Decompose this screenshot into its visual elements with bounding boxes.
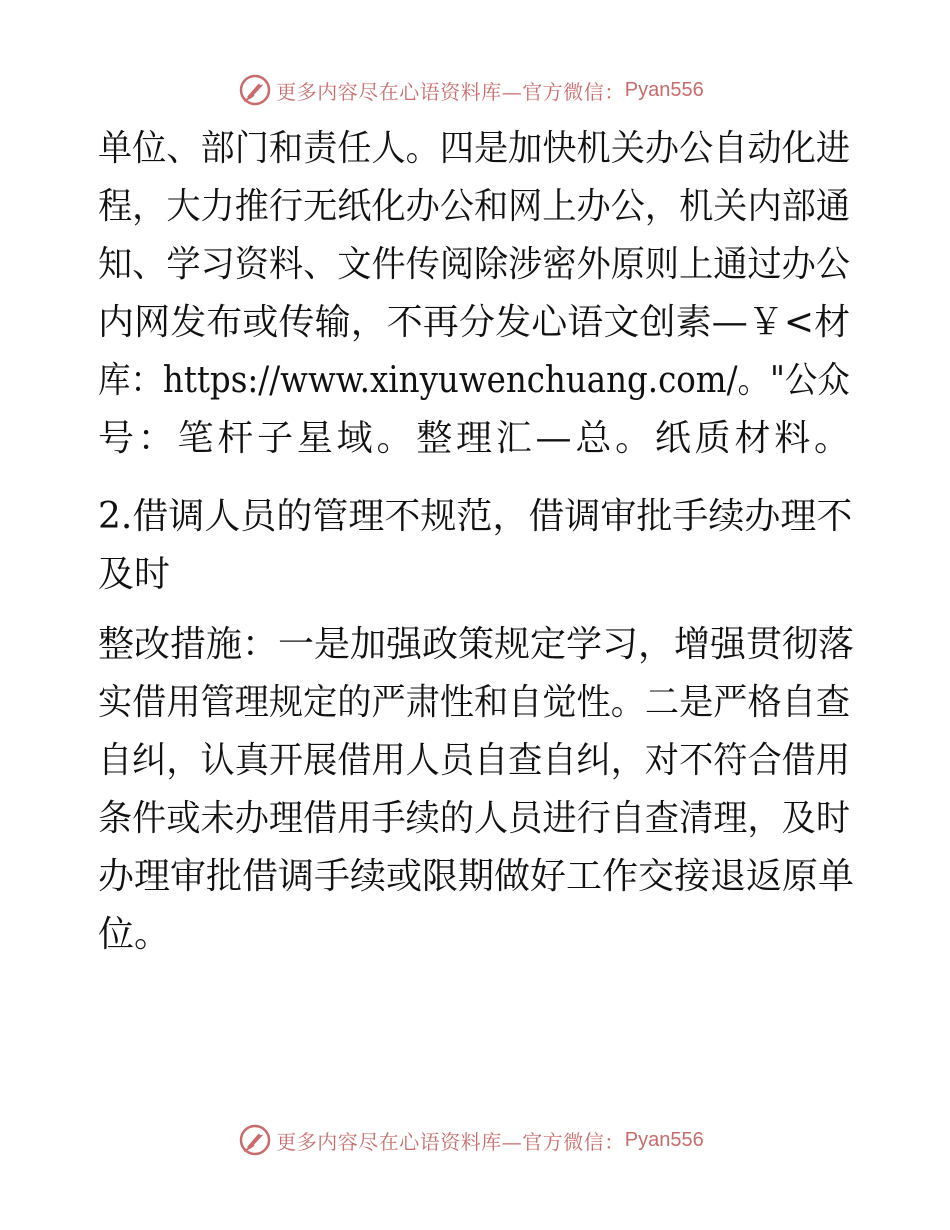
- header-text: 更多内容尽在心语资料库—官方微信：: [276, 79, 625, 104]
- paragraph1-line: 单位、部门和责任人。四是加快机关办公自动化进: [98, 128, 851, 169]
- page-footer-banner: [0, 1120, 950, 1160]
- footer-text: 更多内容尽在心语资料库—官方微信：: [276, 1129, 625, 1154]
- paragraph2-line: 实借用管理规定的严肃性和自觉性。二是严格自查: [98, 682, 851, 723]
- quill-pen-icon: [238, 1123, 272, 1157]
- paragraph2-line: 位。: [98, 914, 171, 955]
- footer-wechat-handle: Pyan556: [624, 1128, 704, 1151]
- paragraph2-line: 条件或未办理借用手续的人员进行自查清理，及时: [98, 798, 851, 839]
- paragraph2-line: 自纠，认真开展借用人员自查自纠，对不符合借用: [98, 740, 851, 781]
- paragraph1-line: 号：笔杆子星域。整理汇—总。纸质材料。: [98, 418, 854, 459]
- document-body: [98, 120, 858, 1020]
- quill-pen-icon: [238, 73, 272, 107]
- page-header-banner: [0, 70, 950, 110]
- section-heading-line: 2.借调人员的管理不规范，借调审批手续办理不: [98, 496, 853, 537]
- paragraph1-line: 知、学习资料、文件传阅除涉密外原则上通过办公: [98, 244, 851, 285]
- paragraph1-line: 内网发布或传输，不再分发心语文创素—￥<材: [98, 302, 851, 343]
- paragraph1-line: 程，大力推行无纸化办公和网上办公，机关内部通: [98, 186, 851, 227]
- header-wechat-handle: Pyan556: [624, 78, 704, 101]
- paragraph1-line: 库：https://www.xinyuwenchuang.com/。"公众: [98, 360, 850, 401]
- paragraph2-line: 整改措施：一是加强政策规定学习，增强贯彻落: [98, 624, 855, 665]
- section-heading-line: 及时: [98, 554, 171, 595]
- paragraph2-line: 办理审批借调手续或限期做好工作交接退返原单: [98, 856, 855, 897]
